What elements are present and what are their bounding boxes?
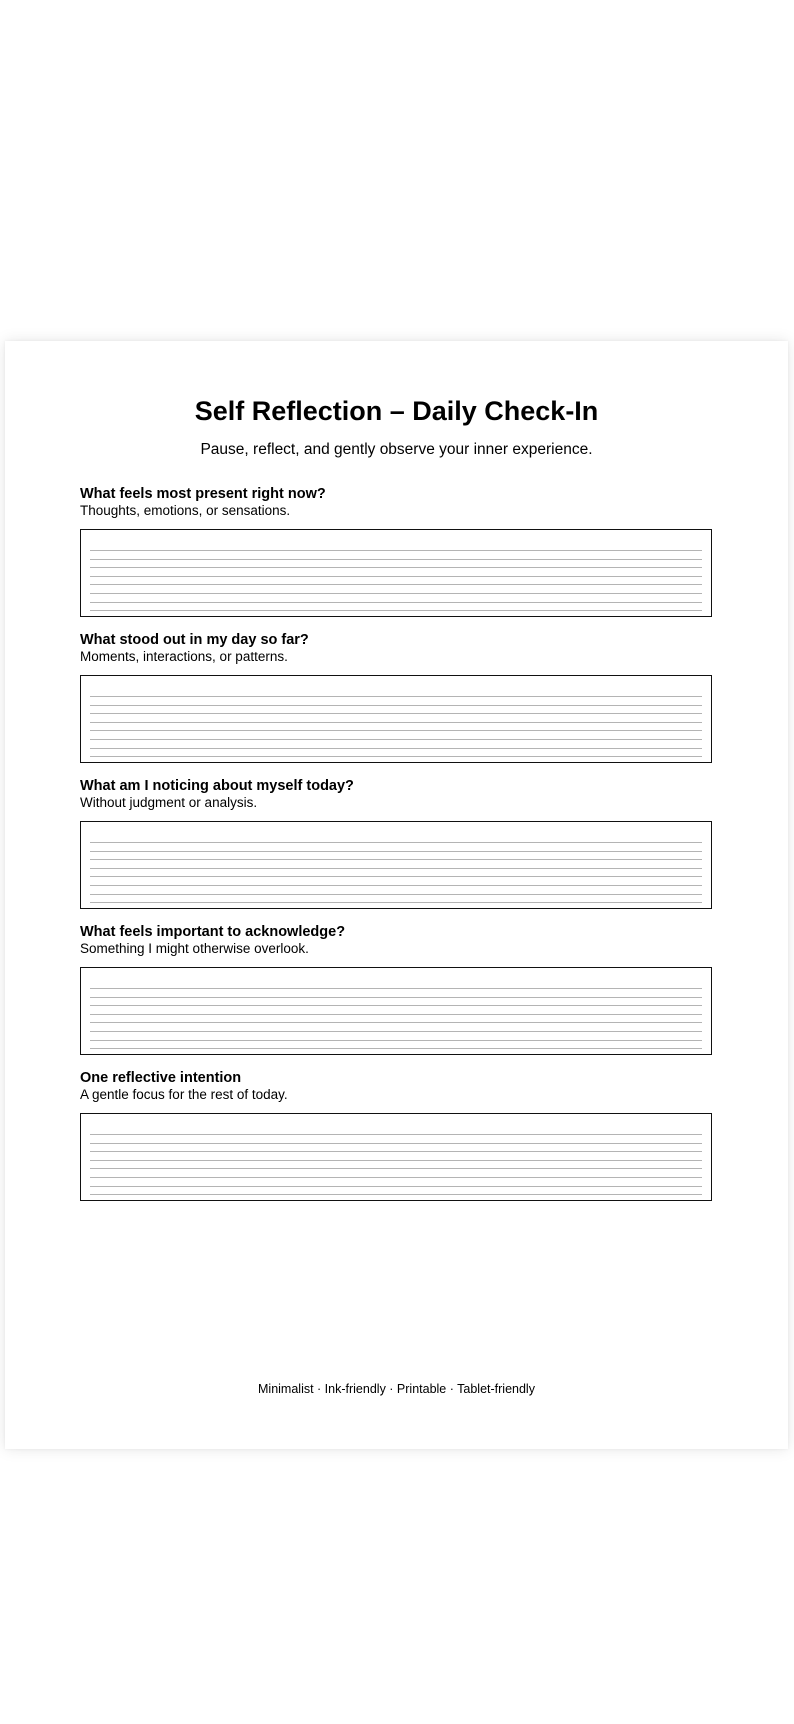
ruled-line xyxy=(90,1014,702,1015)
ruled-line xyxy=(90,988,702,989)
reflection-section-present xyxy=(80,486,714,617)
ruled-line xyxy=(90,602,702,603)
ruled-line xyxy=(90,1031,702,1032)
ruled-line xyxy=(90,842,702,843)
ruled-line xyxy=(90,885,702,886)
question-hint: A gentle focus for the rest of today. xyxy=(80,1087,288,1102)
ruled-line xyxy=(90,902,702,903)
ruled-line xyxy=(90,1040,702,1041)
ruled-line xyxy=(90,1022,702,1023)
ruled-line xyxy=(90,1048,702,1049)
reflection-section-day xyxy=(80,632,714,763)
ruled-line xyxy=(90,1177,702,1178)
reflection-section-self xyxy=(80,778,714,909)
writing-box[interactable] xyxy=(80,529,712,617)
ruled-line xyxy=(90,894,702,895)
question-title: One reflective intention xyxy=(80,1070,242,1086)
ruled-line xyxy=(90,705,702,706)
ruled-line xyxy=(90,610,702,611)
writing-box[interactable] xyxy=(80,821,712,909)
writing-box[interactable] xyxy=(80,967,712,1055)
question-hint: Thoughts, emotions, or sensations. xyxy=(80,503,291,518)
ruled-line xyxy=(90,997,702,998)
ruled-line xyxy=(90,593,702,594)
question-hint: Moments, interactions, or patterns. xyxy=(80,649,288,664)
ruled-line xyxy=(90,559,702,560)
page-footer: Minimalist · Ink-friendly · Printable · Tablet-friendly xyxy=(258,1382,535,1396)
writing-box[interactable] xyxy=(80,675,712,763)
ruled-line xyxy=(90,567,702,568)
worksheet-page xyxy=(5,341,788,1449)
question-title: What am I noticing about myself today? xyxy=(80,778,354,794)
ruled-line xyxy=(90,1186,702,1187)
question-hint: Without judgment or analysis. xyxy=(80,795,258,810)
ruled-line xyxy=(90,722,702,723)
ruled-line xyxy=(90,876,702,877)
ruled-line xyxy=(90,1005,702,1006)
ruled-line xyxy=(90,739,702,740)
ruled-line xyxy=(90,730,702,731)
ruled-line xyxy=(90,1194,702,1195)
ruled-line xyxy=(90,1160,702,1161)
ruled-line xyxy=(90,1151,702,1152)
question-title: What stood out in my day so far? xyxy=(80,632,309,648)
ruled-line xyxy=(90,1134,702,1135)
writing-box[interactable] xyxy=(80,1113,712,1201)
question-title: What feels most present right now? xyxy=(80,486,326,502)
page-subtitle: Pause, reflect, and gently observe your inner experience. xyxy=(200,441,593,458)
ruled-line xyxy=(90,748,702,749)
ruled-line xyxy=(90,868,702,869)
ruled-line xyxy=(90,851,702,852)
ruled-line xyxy=(90,859,702,860)
ruled-line xyxy=(90,550,702,551)
ruled-line xyxy=(90,576,702,577)
page-title: Self Reflection – Daily Check-In xyxy=(194,396,599,426)
ruled-line xyxy=(90,1143,702,1144)
reflection-section-acknowledge xyxy=(80,924,714,1055)
question-hint: Something I might otherwise overlook. xyxy=(80,941,309,956)
ruled-line xyxy=(90,756,702,757)
ruled-line xyxy=(90,1168,702,1169)
question-title: What feels important to acknowledge? xyxy=(80,924,346,940)
reflection-section-intention xyxy=(80,1070,714,1201)
ruled-line xyxy=(90,696,702,697)
ruled-line xyxy=(90,713,702,714)
ruled-line xyxy=(90,584,702,585)
